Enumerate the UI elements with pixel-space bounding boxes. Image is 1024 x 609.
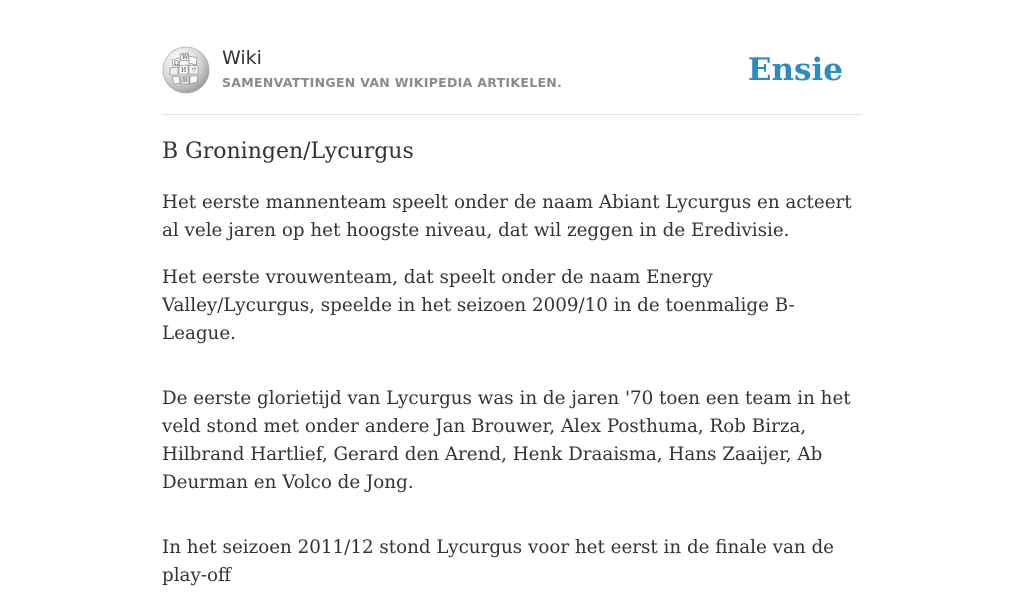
- svg-text:И: И: [181, 67, 187, 74]
- svg-text:維: 維: [182, 77, 189, 84]
- site-header: [162, 44, 862, 115]
- svg-text:W: W: [182, 54, 189, 61]
- wikipedia-globe-icon[interactable]: [162, 46, 210, 94]
- article-paragraph: In het seizoen 2011/12 stond Lycurgus voor het eerst in de finale van de play-off: [162, 537, 834, 586]
- article-paragraph: Het eerste vrouwenteam, dat speelt onder de naam Energy Valley/Lycurgus, speelde in het seizoen 2009/10 in de toenmalige B-League.: [162, 267, 795, 344]
- brand-logo-link[interactable]: Ensie: [747, 52, 843, 88]
- svg-text:ウ: ウ: [191, 67, 198, 74]
- article-body: [162, 189, 862, 609]
- article-paragraph: De eerste glorietijd van Lycurgus was in de jaren '70 toen een team in het veld stond met onder andere Jan Brouwer, Alex Posthuma, Rob Birza, Hilbrand Hartlief, Gerard den Arend, Henk Draaisma, Hans Zaaijer, Ab Deurman en Volco de Jong.: [162, 388, 851, 493]
- article-paragraph: Het eerste mannenteam speelt onder de naam Abiant Lycurgus en acteert al vele jaren op het hoogste niveau, dat wil zeggen in de Eredivisie.: [162, 192, 852, 241]
- article-title: B Groningen/Lycurgus: [162, 139, 414, 164]
- site-name[interactable]: Wiki: [222, 47, 262, 69]
- svg-text:Ω: Ω: [174, 60, 179, 67]
- site-tagline: SAMENVATTINGEN VAN WIKIPEDIA ARTIKELEN.: [222, 75, 563, 90]
